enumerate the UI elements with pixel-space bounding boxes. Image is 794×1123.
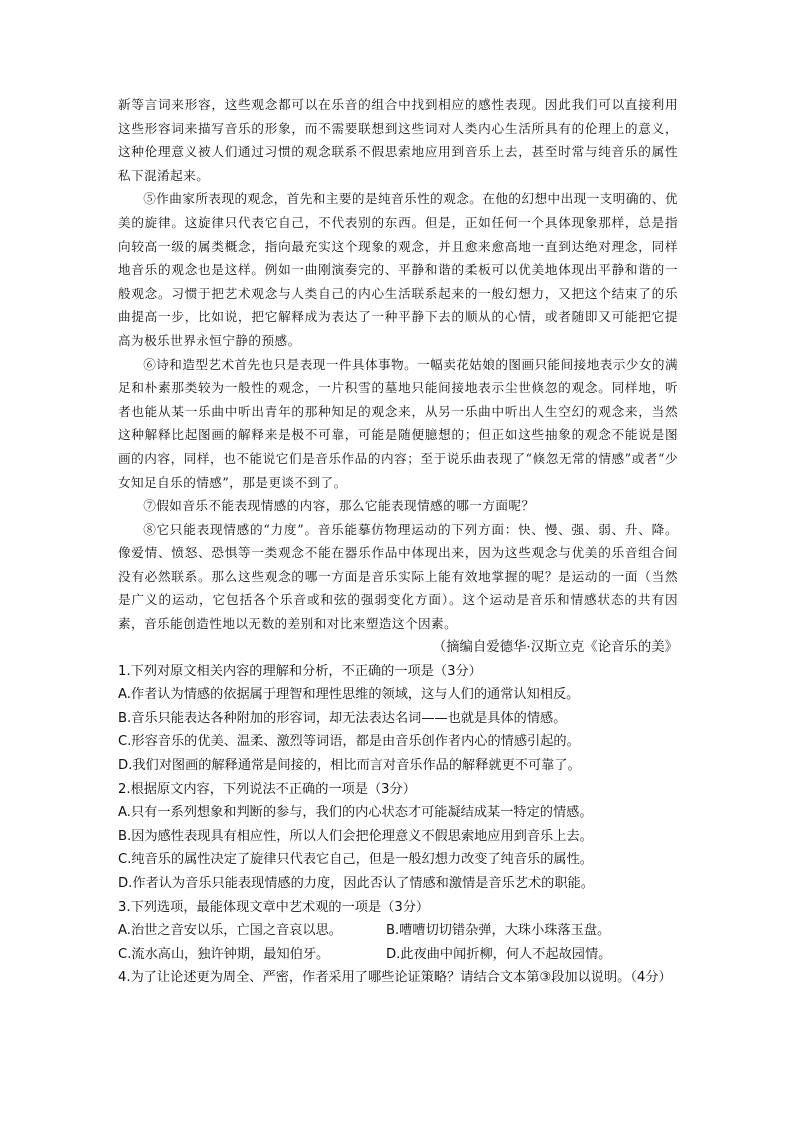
q3-option-d: D.此夜曲中闻折柳，何人不起故园情。	[386, 946, 612, 962]
q3-option-c: C.流水高山，独许钟期，最知伯牙。	[118, 946, 330, 962]
q2-option-b: B.因为感性表现具有相应性，所以人们会把伦理意义不假思索地应用到音乐上去。	[118, 828, 593, 844]
q2-option-a: A.只有一系列想象和判断的参与，我们的内心状态才可能凝结成某一特定的情感。	[118, 805, 593, 821]
passage-source: （摘编自爱德华·汉斯立克《论音乐的美》	[432, 639, 678, 655]
exam-page	[118, 93, 678, 990]
q4-stem: 4.为了让论述更为周全、严密，作者采用了哪些论证策略？请结合文本第③段加以说明。（4分）	[118, 970, 672, 986]
paragraph-8: ⑧它只能表现情感的“力度”。音乐能摹仿物理运动的下列方面：快、慢、强、弱、升、降。像爱情、愤怒、恐惧等一类观念不能在器乐作品中体现出来，因为这些观念与优美的乐音组合间没有必然联系。那么这些观念的哪一方面是音乐实际上能有效地掌握的呢？是运动的一面（当然是广义的运动，它包括各个乐音或和弦的强弱变化方面）。这个运动是音乐和情感状态的共有因素，音乐能创造性地以无数的差别和对比来塑造这个因素。	[118, 521, 678, 632]
q3-stem: 3.下列选项，最能体现文章中艺术观的一项是（3分）	[118, 899, 430, 915]
paragraph-6: ⑥诗和造型艺术首先也只是表现一件具体事物。一幅卖花姑娘的图画只能间接地表示少女的满足和朴素那类较为一般性的观念，一片积雪的墓地只能间接地表示尘世倏忽的观念。同样地，听者也能从某一乐曲中听出青年的那种知足的观念来，从另一乐曲中听出人生空幻的观念来，当然这种解释比起图画的解释来是极不可靠，可能是随便臆想的；但正如这些抽象的观念不能说是图画的内容，同样，也不能说它们是音乐作品的内容；至于说乐曲表现了“倏忽无常的情感”或者“少女知足自乐的情感”，那是更谈不到了。	[118, 356, 678, 490]
q1-stem: 1.下列对原文相关内容的理解和分析，不正确的一项是（3分）	[118, 663, 482, 679]
questions-section	[118, 660, 678, 990]
q1-option-c: C.形容音乐的优美、温柔、激烈等词语，都是由音乐创作者内心的情感引起的。	[118, 734, 580, 750]
reading-passage	[118, 93, 678, 636]
q3-options-row-1	[118, 919, 678, 943]
paragraph-continued: 新等言词来形容，这些观念都可以在乐音的组合中找到相应的感性表现。因此我们可以直接利用这些形容词来描写音乐的形象，而不需要联想到这些词对人类内心生活所具有的伦理上的意义，这种伦理意义被人们通过习惯的观念联系不假思索地应用到音乐上去，甚至时常与纯音乐的属性私下混淆起来。	[118, 97, 678, 183]
q3-options-row-2	[118, 943, 678, 967]
q2-stem: 2.根据原文内容，下列说法不正确的一项是（3分）	[118, 781, 416, 797]
q2-option-c: C.纯音乐的属性决定了旋律只代表它自己，但是一般幻想力改变了纯音乐的属性。	[118, 852, 593, 868]
q3-option-a: A.治世之音安以乐，亡国之音哀以思。	[118, 923, 342, 939]
q1-option-d: D.我们对图画的解释通常是间接的，相比而言对音乐作品的解释就更不可靠了。	[118, 758, 581, 774]
paragraph-5: ⑤作曲家所表现的观念，首先和主要的是纯音乐性的观念。在他的幻想中出现一支明确的、优美的旋律。这旋律只代表它自己，不代表别的东西。但是，正如任何一个具体现象那样，总是指向较高一级的属类概念，指向最充实这个现象的观念，并且愈来愈高地一直到达绝对理念，同样地音乐的观念也是这样。例如一曲刚演奏完的、平静和谐的柔板可以优美地体现出平静和谐的一般观念。习惯于把艺术观念与人类自己的内心生活联系起来的一般幻想力，又把这个结束了的乐曲提高一步，比如说，把它解释成为表达了一种平静下去的顺从的心情，或者随即又可能把它提高为极乐世界永恒宁静的预感。	[118, 191, 678, 348]
q1-option-a: A.作者认为情感的依据属于理智和理性思维的领域，这与人们的通常认知相反。	[118, 687, 580, 703]
q3-option-b: B.嘈嘈切切错杂弹，大珠小珠落玉盘。	[386, 923, 611, 939]
q1-option-b: B.音乐只能表达各种附加的形容词，却无法表达名词——也就是具体的情感。	[118, 710, 567, 726]
paragraph-7: ⑦假如音乐不能表现情感的内容，那么它能表现情感的哪一方面呢？	[143, 498, 535, 514]
q2-option-d: D.作者认为音乐只能表现情感的力度，因此否认了情感和激情是音乐艺术的职能。	[118, 876, 594, 891]
